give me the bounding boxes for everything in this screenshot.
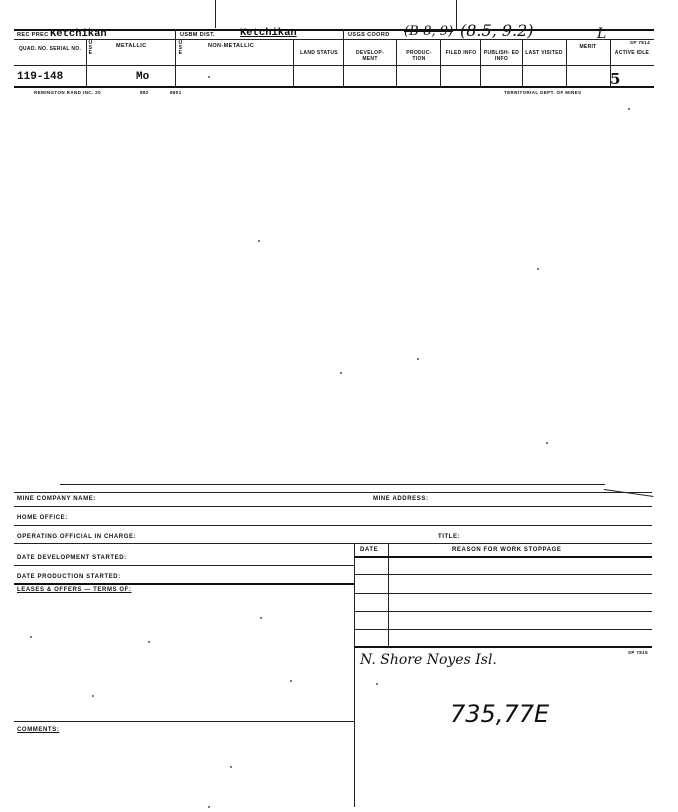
quad-serial-label: [16, 46, 84, 52]
divider: [175, 39, 176, 86]
row-line: [354, 556, 652, 558]
merit-label: MERIT: [579, 44, 597, 50]
row-line: [354, 574, 652, 575]
divider: [175, 29, 176, 39]
row-line: [354, 629, 652, 630]
row-line: [354, 593, 652, 594]
divider: [86, 39, 87, 86]
divider: [440, 39, 441, 86]
form-number: SP 7814: [630, 40, 650, 45]
reason-col-label: REASON FOR WORK STOPPAGE: [452, 547, 562, 553]
development-label: DEVELOP- MENT: [356, 50, 384, 62]
card-top-edge: [14, 492, 652, 493]
active-idle-mark: 5: [610, 70, 621, 88]
date-col-label: DATE: [360, 547, 379, 553]
divider: [566, 39, 567, 86]
location-note: N. Shore Noyes Isl.: [360, 652, 497, 668]
divider: [396, 39, 397, 86]
metallic-value: Mo: [136, 71, 150, 83]
scan-speck: [546, 442, 548, 444]
scan-speck: [148, 641, 150, 643]
use-label-a: U S E: [88, 40, 93, 56]
scan-speck: [230, 766, 232, 768]
mine-company-label: MINE COMPANY NAME:: [17, 496, 96, 502]
usgs-coord-label: USGS COORD: [348, 32, 390, 38]
divider: [343, 39, 344, 86]
comments-label: COMMENTS:: [17, 727, 60, 733]
merit-mark: L: [597, 26, 607, 42]
scan-speck: [260, 617, 262, 619]
leases-label: LEASES & OFFERS — TERMS OF:: [17, 587, 132, 593]
land-status-label: LAND STATUS: [300, 50, 338, 56]
scan-speck: [208, 806, 210, 808]
scan-speck: [417, 358, 419, 360]
scan-speck: [376, 683, 378, 685]
mine-address-label: MINE ADDRESS:: [373, 496, 429, 502]
scan-speck: [340, 372, 342, 374]
metallic-label: METALLIC: [116, 43, 147, 49]
scan-speck: [537, 268, 539, 270]
center-divider: [354, 543, 355, 807]
footer-code-b: 8801: [170, 90, 182, 95]
form-number-bottom: SP 7815: [628, 650, 648, 655]
row-line: [354, 611, 652, 612]
filed-info-label: FILED INFO: [445, 50, 477, 56]
footer-code-a: 882: [140, 90, 149, 95]
quad-serial-value: 119-148: [17, 71, 64, 83]
usgs-coord-struck: (B-8, 9): [404, 24, 454, 39]
usbm-dist-value: Ketchikan: [240, 27, 297, 39]
row-line: [14, 506, 652, 507]
home-office-label: HOME OFFICE:: [17, 515, 68, 521]
divider: [293, 39, 294, 86]
top-border: [14, 29, 654, 31]
non-metallic-label: NON-METALLIC: [208, 43, 255, 49]
footer-right: TERRITORIAL DEPT. OF MINES: [504, 90, 582, 95]
divider: [480, 39, 481, 86]
row-line: [354, 646, 652, 648]
labels-divider: [14, 65, 654, 66]
scan-speck: [628, 108, 630, 110]
date-prod-label: DATE PRODUCTION STARTED:: [17, 574, 121, 580]
header-divider: [14, 39, 654, 40]
scan-speck: [290, 680, 292, 682]
divider: [522, 39, 523, 86]
serial-label: SERIAL NO.: [49, 46, 82, 52]
date-col-divider: [388, 543, 389, 647]
row-line: [14, 583, 354, 585]
bottom-border: [14, 86, 654, 88]
title-label: TITLE:: [438, 534, 461, 540]
scan-speck: [258, 240, 260, 242]
quad-label: QUAD. NO.: [18, 46, 48, 52]
rec-prec-value: Ketchikan: [50, 28, 107, 40]
last-visited-label: LAST VISITED: [525, 50, 563, 56]
card-top-edge: [60, 484, 605, 485]
scan-speck: [92, 695, 94, 697]
punch-mark: [215, 0, 216, 28]
row-line: [14, 565, 354, 566]
usgs-coord-value: (8.5, 9.2): [460, 21, 534, 40]
footer-left: REMINGTON RAND INC. 20: [34, 90, 101, 95]
date-dev-label: DATE DEVELOPMENT STARTED:: [17, 555, 127, 561]
row-line: [14, 543, 652, 544]
rec-prec-label: REC PREC: [17, 32, 49, 38]
scan-speck: [208, 76, 210, 78]
operating-official-label: OPERATING OFFICIAL IN CHARGE:: [17, 534, 137, 540]
published-info-label: PUBLISH- ED INFO: [483, 50, 520, 62]
punch-mark: [456, 0, 457, 30]
divider: [343, 29, 344, 39]
use-label-b: U S E: [178, 40, 183, 56]
row-line: [14, 525, 652, 526]
handwritten-number: 735,77E: [450, 700, 550, 728]
scan-speck: [30, 636, 32, 638]
active-idle-label: ACTIVE IDLE: [614, 50, 650, 56]
row-line: [14, 721, 354, 722]
production-label: PRODUC- TION: [406, 50, 432, 62]
usbm-dist-label: USBM DIST.: [180, 32, 216, 38]
